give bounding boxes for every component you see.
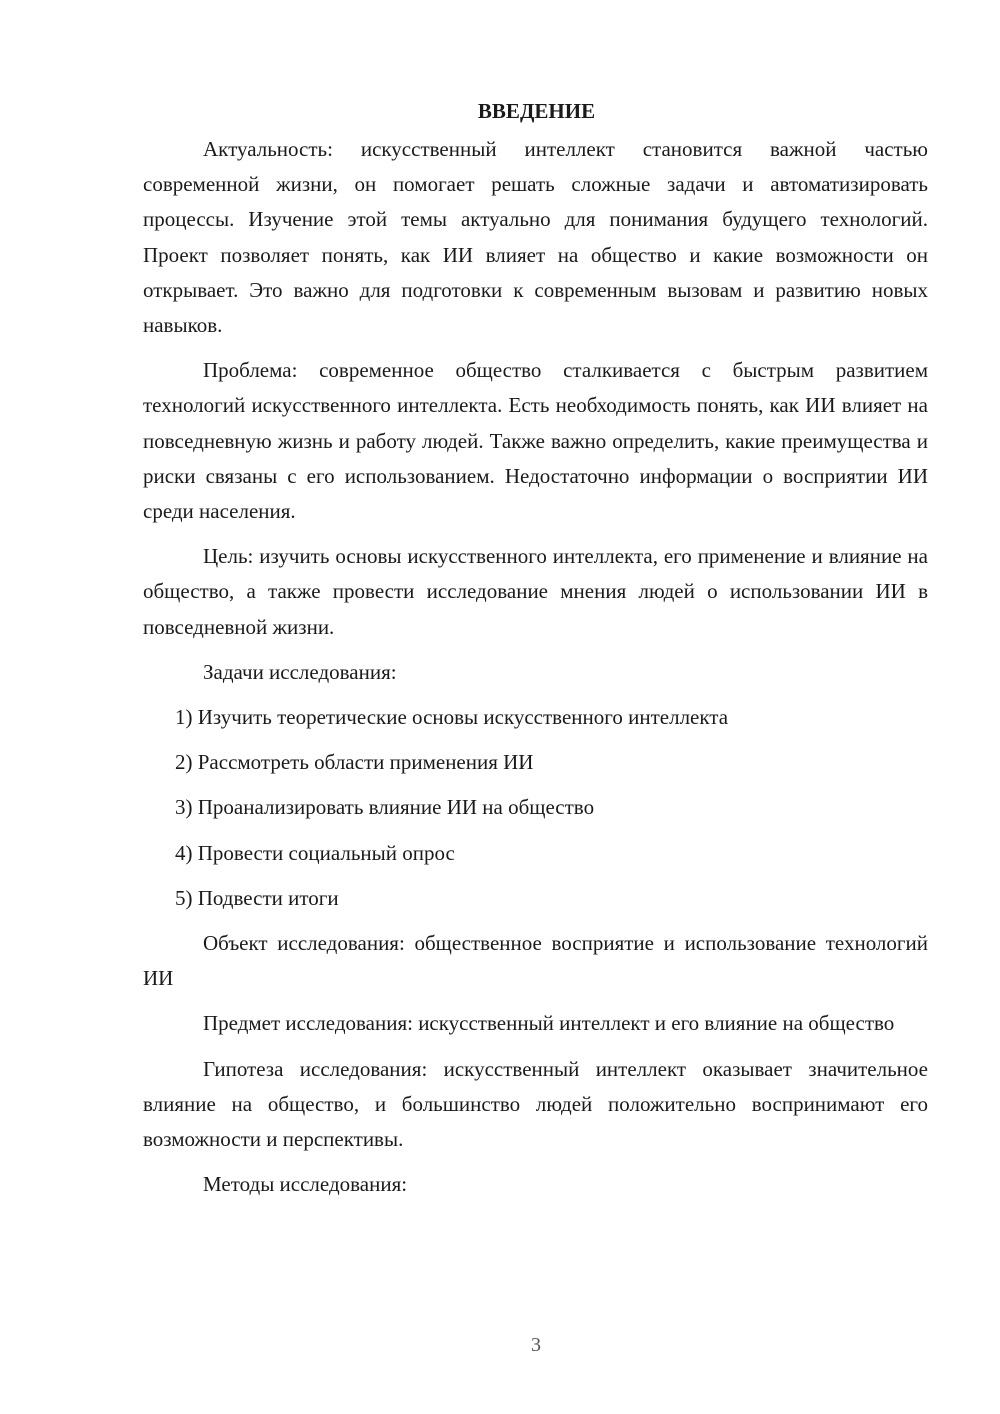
document-page: [143, 96, 928, 1212]
paragraph-tasks-heading: Задачи исследования:: [203, 659, 397, 684]
paragraph-object: Объект исследования: общественное восприятие и использование технологий ИИ: [143, 931, 928, 991]
task-item: 1) Изучить теоретические основы искусственного интеллекта: [175, 705, 729, 730]
tasks-list: [143, 700, 928, 916]
paragraph-subject: Предмет исследования: искусственный интеллект и его влияние на общество: [203, 1011, 895, 1036]
document-title: ВВЕДЕНИЕ: [477, 99, 596, 123]
paragraph-goal: Цель: изучить основы искусственного интеллекта, его применение и влияние на общество, а также провести исследование мнения людей о использовании ИИ в повседневной жизни.: [143, 544, 928, 639]
task-item: 3) Проанализировать влияние ИИ на общество: [175, 795, 595, 820]
paragraph-problem: Проблема: современное общество сталкивается с быстрым развитием технологий искусственного интеллекта. Есть необходимость понять, как ИИ влияет на повседневную жизнь и работу людей. Также важно определить, какие преимущества и риски связаны с его использованием. Недостаточно информации о восприятии ИИ среди населения.: [143, 358, 928, 524]
task-item: 4) Провести социальный опрос: [175, 840, 455, 865]
paragraph-relevance: Актуальность: искусственный интеллект становится важной частью современной жизни, он помогает решать сложные задачи и автоматизировать процессы. Изучение этой темы актуально для понимания будущего технологий. Проект позволяет понять, как ИИ влияет на общество и какие возможности он открывает. Это важно для подготовки к современным вызовам и развитию новых навыков.: [143, 137, 928, 338]
task-item: 5) Подвести итоги: [175, 885, 339, 910]
paragraph-methods-heading: Методы исследования:: [203, 1172, 408, 1197]
paragraph-hypothesis: Гипотеза исследования: искусственный интеллект оказывает значительное влияние на общество, и большинство людей положительно воспринимают его возможности и перспективы.: [143, 1056, 928, 1152]
page-number: 3: [531, 1334, 541, 1356]
task-item: 2) Рассмотреть области применения ИИ: [175, 750, 534, 775]
